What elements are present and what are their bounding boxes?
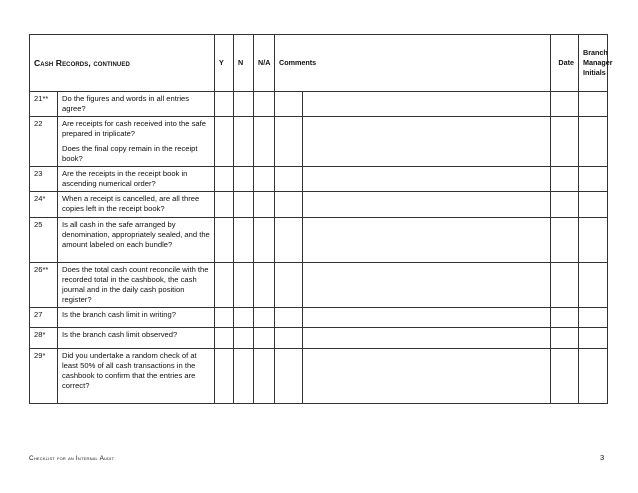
item-number: 27: [30, 308, 58, 328]
initials-cell[interactable]: [579, 308, 608, 328]
no-cell[interactable]: [234, 308, 254, 328]
no-cell[interactable]: [234, 167, 254, 192]
na-cell[interactable]: [254, 218, 275, 263]
item-question: [58, 308, 215, 328]
comments-cell-a[interactable]: [275, 349, 303, 404]
yes-cell[interactable]: [215, 192, 234, 218]
comments-cell-b[interactable]: [303, 192, 551, 218]
item-question: [58, 117, 215, 167]
header-row: [30, 35, 608, 92]
na-cell[interactable]: [254, 308, 275, 328]
comments-cell-b[interactable]: [303, 218, 551, 263]
no-cell[interactable]: [234, 349, 254, 404]
comments-cell-a[interactable]: [275, 328, 303, 349]
comments-column-label: Comments: [279, 58, 317, 67]
na-column-label: N/A: [258, 58, 271, 67]
question-text: Is all cash in the safe arranged by denomination, appropriately sealed, and the amount labeled on each bundle?: [62, 220, 210, 249]
na-cell[interactable]: [254, 263, 275, 308]
checklist-row-23: [30, 167, 608, 192]
checklist-row-24: [30, 192, 608, 218]
yes-cell[interactable]: [215, 92, 234, 117]
checklist-row-28: [30, 328, 608, 349]
item-number: 21**: [30, 92, 58, 117]
no-cell[interactable]: [234, 263, 254, 308]
yes-cell[interactable]: [215, 308, 234, 328]
branch-label-line2: Manager: [583, 58, 613, 67]
yes-cell[interactable]: [215, 263, 234, 308]
date-cell[interactable]: [551, 167, 579, 192]
checklist-row-22: [30, 117, 608, 167]
question-text: Are receipts for cash received into the safe prepared in triplicate?: [62, 119, 206, 138]
comments-cell-a[interactable]: [275, 218, 303, 263]
question-text: Did you undertake a random check of at least 50% of all cash transactions in the cashbook to confirm that the entries are correct?: [62, 351, 197, 390]
comments-cell-a[interactable]: [275, 117, 303, 167]
question-text: Is the branch cash limit in writing?: [62, 310, 176, 319]
item-number: 24*: [30, 192, 58, 218]
yes-cell[interactable]: [215, 218, 234, 263]
branch-label-line1: Branch: [583, 48, 608, 57]
comments-cell-b[interactable]: [303, 328, 551, 349]
comments-cell-a[interactable]: [275, 92, 303, 117]
item-number: 26**: [30, 263, 58, 308]
initials-cell[interactable]: [579, 328, 608, 349]
date-cell[interactable]: [551, 263, 579, 308]
date-cell[interactable]: [551, 117, 579, 167]
checklist-table: [29, 34, 613, 404]
section-title: Cash Records, continued: [34, 57, 130, 68]
comments-cell-b[interactable]: [303, 308, 551, 328]
question-text: Is the branch cash limit observed?: [62, 330, 178, 339]
na-cell[interactable]: [254, 117, 275, 167]
yes-column-header: [215, 35, 234, 92]
question-text-followup: Does the final copy remain in the receipt book?: [62, 144, 198, 163]
item-question: [58, 192, 215, 218]
checklist-row-25: [30, 218, 608, 263]
comments-cell-b[interactable]: [303, 349, 551, 404]
yes-cell[interactable]: [215, 117, 234, 167]
section-title-header: [30, 35, 215, 92]
no-column-header: [234, 35, 254, 92]
comments-cell-b[interactable]: [303, 263, 551, 308]
yes-cell[interactable]: [215, 328, 234, 349]
yes-cell[interactable]: [215, 167, 234, 192]
date-cell[interactable]: [551, 349, 579, 404]
footer-page-number: 3: [600, 453, 605, 462]
item-question: [58, 167, 215, 192]
item-question: [58, 218, 215, 263]
question-text: When a receipt is cancelled, are all three copies left in the receipt book?: [62, 194, 200, 213]
comments-cell-b[interactable]: [303, 167, 551, 192]
branch-manager-initials-header: [579, 35, 613, 92]
comments-cell-a[interactable]: [275, 308, 303, 328]
na-cell[interactable]: [254, 192, 275, 218]
comments-cell-a[interactable]: [275, 167, 303, 192]
comments-cell-b[interactable]: [303, 117, 551, 167]
comments-cell-a[interactable]: [275, 263, 303, 308]
no-cell[interactable]: [234, 328, 254, 349]
initials-cell[interactable]: [579, 92, 608, 117]
initials-cell[interactable]: [579, 263, 608, 308]
no-column-label: N: [238, 58, 244, 67]
footer-document-title: Checklist for an Internal Audit: [29, 455, 115, 462]
item-question: [58, 92, 215, 117]
comments-cell-a[interactable]: [275, 192, 303, 218]
date-cell[interactable]: [551, 218, 579, 263]
checklist-row-29: [30, 349, 608, 404]
initials-cell[interactable]: [579, 349, 608, 404]
na-column-header: [254, 35, 275, 92]
item-question: [58, 263, 215, 308]
item-number: 23: [30, 167, 58, 192]
date-cell[interactable]: [551, 328, 579, 349]
checklist-row-27: [30, 308, 608, 328]
item-number: 29*: [30, 349, 58, 404]
item-question: [58, 349, 215, 404]
na-cell[interactable]: [254, 328, 275, 349]
checklist-row-26: [30, 263, 608, 308]
date-cell[interactable]: [551, 192, 579, 218]
initials-cell[interactable]: [579, 117, 608, 167]
initials-cell[interactable]: [579, 167, 608, 192]
item-number: 28*: [30, 328, 58, 349]
item-number: 25: [30, 218, 58, 263]
no-cell[interactable]: [234, 218, 254, 263]
date-column-header: [551, 35, 579, 92]
no-cell[interactable]: [234, 117, 254, 167]
item-question: [58, 328, 215, 349]
initials-cell[interactable]: [579, 192, 608, 218]
no-cell[interactable]: [234, 92, 254, 117]
question-text: Are the receipts in the receipt book in ascending numerical order?: [62, 169, 188, 188]
yes-cell[interactable]: [215, 349, 234, 404]
na-cell[interactable]: [254, 167, 275, 192]
no-cell[interactable]: [234, 192, 254, 218]
initials-cell[interactable]: [579, 218, 608, 263]
question-text: Does the total cash count reconcile with the recorded total in the cashbook, the cash journal and in the daily cash position register?: [62, 265, 209, 304]
na-cell[interactable]: [254, 349, 275, 404]
date-cell[interactable]: [551, 92, 579, 117]
question-text: Do the figures and words in all entries agree?: [62, 94, 190, 113]
item-number: 22: [30, 117, 58, 167]
comments-column-header: [275, 35, 551, 92]
checklist-row-21: [30, 92, 608, 117]
na-cell[interactable]: [254, 92, 275, 117]
date-column-label: Date: [558, 58, 575, 67]
branch-label-line3: Initials: [583, 68, 606, 77]
yes-column-label: Y: [219, 58, 224, 67]
date-cell[interactable]: [551, 308, 579, 328]
comments-cell-b[interactable]: [303, 92, 551, 117]
